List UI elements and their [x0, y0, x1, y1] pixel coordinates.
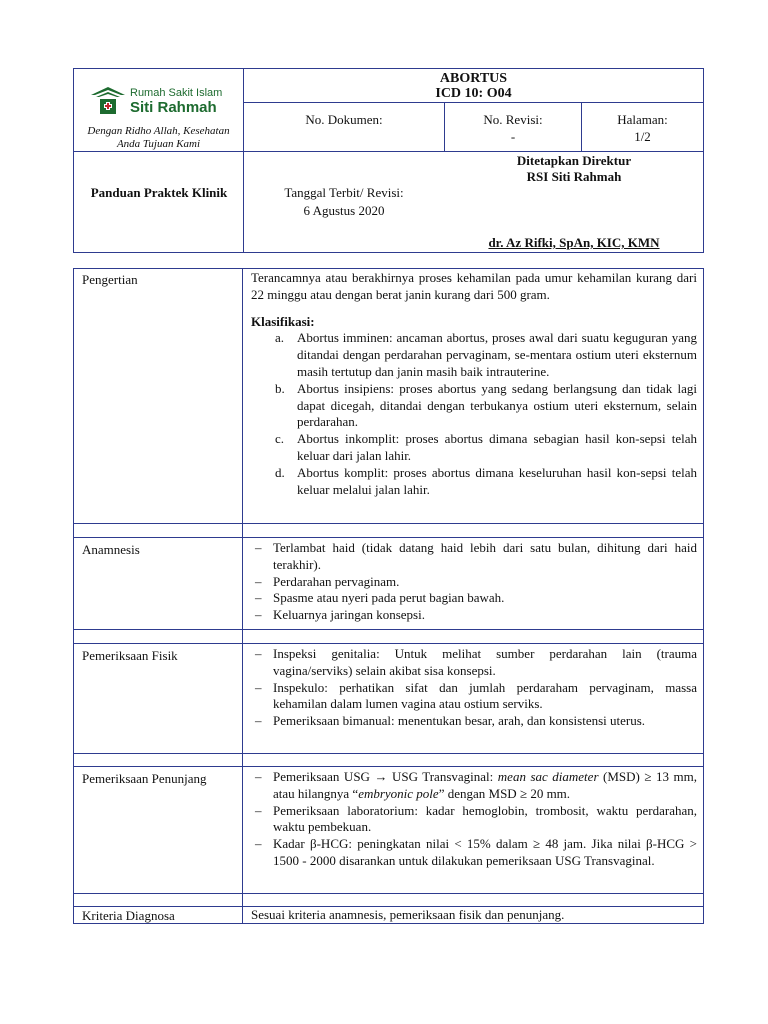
document-type: Panduan Praktek Klinik: [90, 185, 228, 200]
icd-code: ICD 10: O04: [435, 86, 512, 101]
dash-marker: –: [255, 646, 262, 661]
klasifikasi-list: [251, 330, 697, 498]
list-item: [251, 330, 697, 380]
no-revisi-label: No. Revisi:: [483, 112, 543, 127]
list-marker: c.: [275, 431, 285, 447]
dash-marker: –: [255, 713, 262, 729]
usg-text: (MSD) ≥ 13 mm, atau hilangnya “: [273, 769, 697, 801]
dash-marker: –: [255, 802, 262, 818]
dash-marker: –: [255, 540, 262, 555]
arrow-right-icon: →: [374, 769, 388, 784]
dash-marker: –: [255, 679, 262, 695]
dash-marker: –: [255, 769, 262, 784]
klasifikasi-title: Klasifikasi:: [251, 313, 315, 329]
pemeriksaan-fisik-list: [251, 646, 697, 730]
usg-text: ” dengan MSD ≥ 20 mm.: [438, 785, 571, 801]
anamnesis-content: [251, 540, 697, 624]
label-pemeriksaan-penunjang: Pemeriksaan Penunjang: [82, 771, 207, 786]
list-item-text: Abortus imminen: ancaman abortus, proses awal dari suatu keguguran yang ditandai dengan perdarahan pervaginam, se-mentara ostium uteri eksternum masih tertutup dan janin masih baik intrauterine.: [297, 330, 697, 379]
list-item-text: Terlambat haid (tidak datang haid lebih dari satu bulan, dihitung dari haid terakhir).: [273, 540, 697, 572]
row-divider: [74, 766, 703, 767]
list-item-text: Inspekulo: perhatikan sifat dan jumlah perdaraham pervaginam, massa kehamilan dalam lumen vagina atau ostium serviks.: [273, 679, 697, 712]
kriteria-diagnosa-content: Sesuai kriteria anamnesis, pemeriksaan fisik dan penunjang.: [251, 907, 565, 922]
list-item-text: Abortus insipiens: proses abortus yang sedang berlangsung dan tidak lagi dapat dicegah, ditandai dengan terbukanya ostium uteri eksternum, selain perdarahan.: [297, 380, 697, 430]
row-divider: [74, 537, 703, 538]
list-item-text: Kadar β-HCG: peningkatan nilai < 15% dalam ≥ 48 jam. Jika nilai β-HCG > 1500 - 2000 disarankan untuk dilakukan pemeriksaan USG Transvaginal.: [273, 836, 697, 868]
list-item-text: Pemeriksaan laboratorium: kadar hemoglobin, trombosit, waktu perdarahan, waktu pembekuan.: [273, 802, 697, 835]
row-divider: [74, 893, 703, 894]
pemeriksaan-penunjang-list: [251, 769, 697, 870]
no-dokumen-label: No. Dokumen:: [305, 112, 383, 127]
msd-term: mean sac diameter: [497, 769, 599, 784]
list-item-text: Perdarahan pervaginam.: [273, 573, 400, 589]
embryonic-pole-term: embryonic pole: [358, 785, 439, 801]
list-marker: a.: [275, 330, 285, 346]
document-header: [73, 68, 704, 253]
ditetapkan-line1: Ditetapkan Direktur: [516, 153, 632, 168]
tanggal-label: Tanggal Terbit/ Revisi:: [284, 185, 404, 200]
list-item-text: Abortus inkomplit: proses abortus dimana sebagian hasil kon-sepsi telah keluar dari jalan lahir.: [297, 431, 697, 463]
pengertian-definition: Terancamnya atau berakhirnya proses kehamilan pada umur kehamilan kurang dari 22 minggu atau dengan berat janin kurang dari 500 gram.: [251, 270, 697, 302]
list-item: [251, 540, 697, 574]
list-item: [251, 465, 697, 499]
dash-marker: –: [255, 590, 262, 606]
hospital-tagline: Dengan Ridho Allah, Kesehatan Anda Tujuan Kami: [87, 125, 230, 150]
list-item: [251, 836, 697, 870]
director-name: dr. Az Rifki, SpAn, KIC, KMN: [488, 235, 660, 250]
list-item: [251, 646, 697, 680]
list-item-text: Spasme atau nyeri pada perut bagian bawah.: [273, 590, 505, 606]
row-divider: [74, 523, 703, 524]
list-item: [251, 381, 697, 431]
list-marker: b.: [275, 380, 285, 396]
header-divider-title: [243, 102, 703, 103]
list-item-text: Pemeriksaan bimanual: menentukan besar, arah, dan konsistensi uterus.: [273, 713, 646, 729]
label-pengertian: Pengertian: [82, 272, 138, 287]
usg-text: USG Transvaginal:: [387, 769, 498, 784]
list-item: [251, 680, 697, 714]
label-pemeriksaan-fisik: Pemeriksaan Fisik: [82, 648, 178, 663]
logo-line2: Siti Rahmah: [130, 99, 217, 116]
list-item: [251, 803, 697, 837]
list-marker: d.: [275, 464, 285, 480]
no-revisi-value: -: [510, 129, 516, 144]
label-anamnesis: Anamnesis: [82, 542, 140, 557]
pengertian-content: [251, 270, 697, 498]
dash-marker: –: [255, 836, 262, 852]
header-divider-row1: [74, 151, 703, 152]
halaman-label: Halaman:: [617, 112, 668, 127]
content-table: [73, 268, 704, 924]
hospital-logo: [90, 81, 235, 121]
anamnesis-list: [251, 540, 697, 624]
mosque-roof-icon: [90, 85, 126, 117]
usg-text: Pemeriksaan USG: [273, 769, 375, 784]
content-column-divider: [242, 269, 243, 923]
list-item: [251, 769, 697, 803]
logo-line1: Rumah Sakit Islam: [130, 87, 223, 99]
document-title: ABORTUS: [439, 71, 508, 86]
list-item: [251, 431, 697, 465]
list-item-text: Abortus komplit: proses abortus dimana keseluruhan hasil kon-sepsi telah keluar melalui jalan lahir.: [297, 464, 697, 497]
tanggal-value: 6 Agustus 2020: [303, 203, 385, 218]
list-item-text: Inspeksi genitalia: Untuk melihat sumber perdarahan lain (trauma vagina/serviks) selain akibat sisa konsepsi.: [273, 646, 697, 678]
label-kriteria-diagnosa: Kriteria Diagnosa: [82, 908, 175, 923]
dash-marker: –: [255, 573, 262, 589]
ditetapkan-line2: RSI Siti Rahmah: [526, 169, 622, 184]
list-item-text: Keluarnya jaringan konsepsi.: [273, 607, 425, 623]
row-divider: [74, 643, 703, 644]
list-item: [251, 590, 697, 607]
pemeriksaan-penunjang-content: [251, 769, 697, 870]
row-divider: [74, 753, 703, 754]
list-item: [251, 713, 697, 730]
list-item: [251, 607, 697, 624]
pemeriksaan-fisik-content: [251, 646, 697, 730]
dash-marker: –: [255, 607, 262, 623]
row-divider: [74, 629, 703, 630]
list-item: [251, 574, 697, 591]
halaman-value: 1/2: [634, 129, 651, 144]
